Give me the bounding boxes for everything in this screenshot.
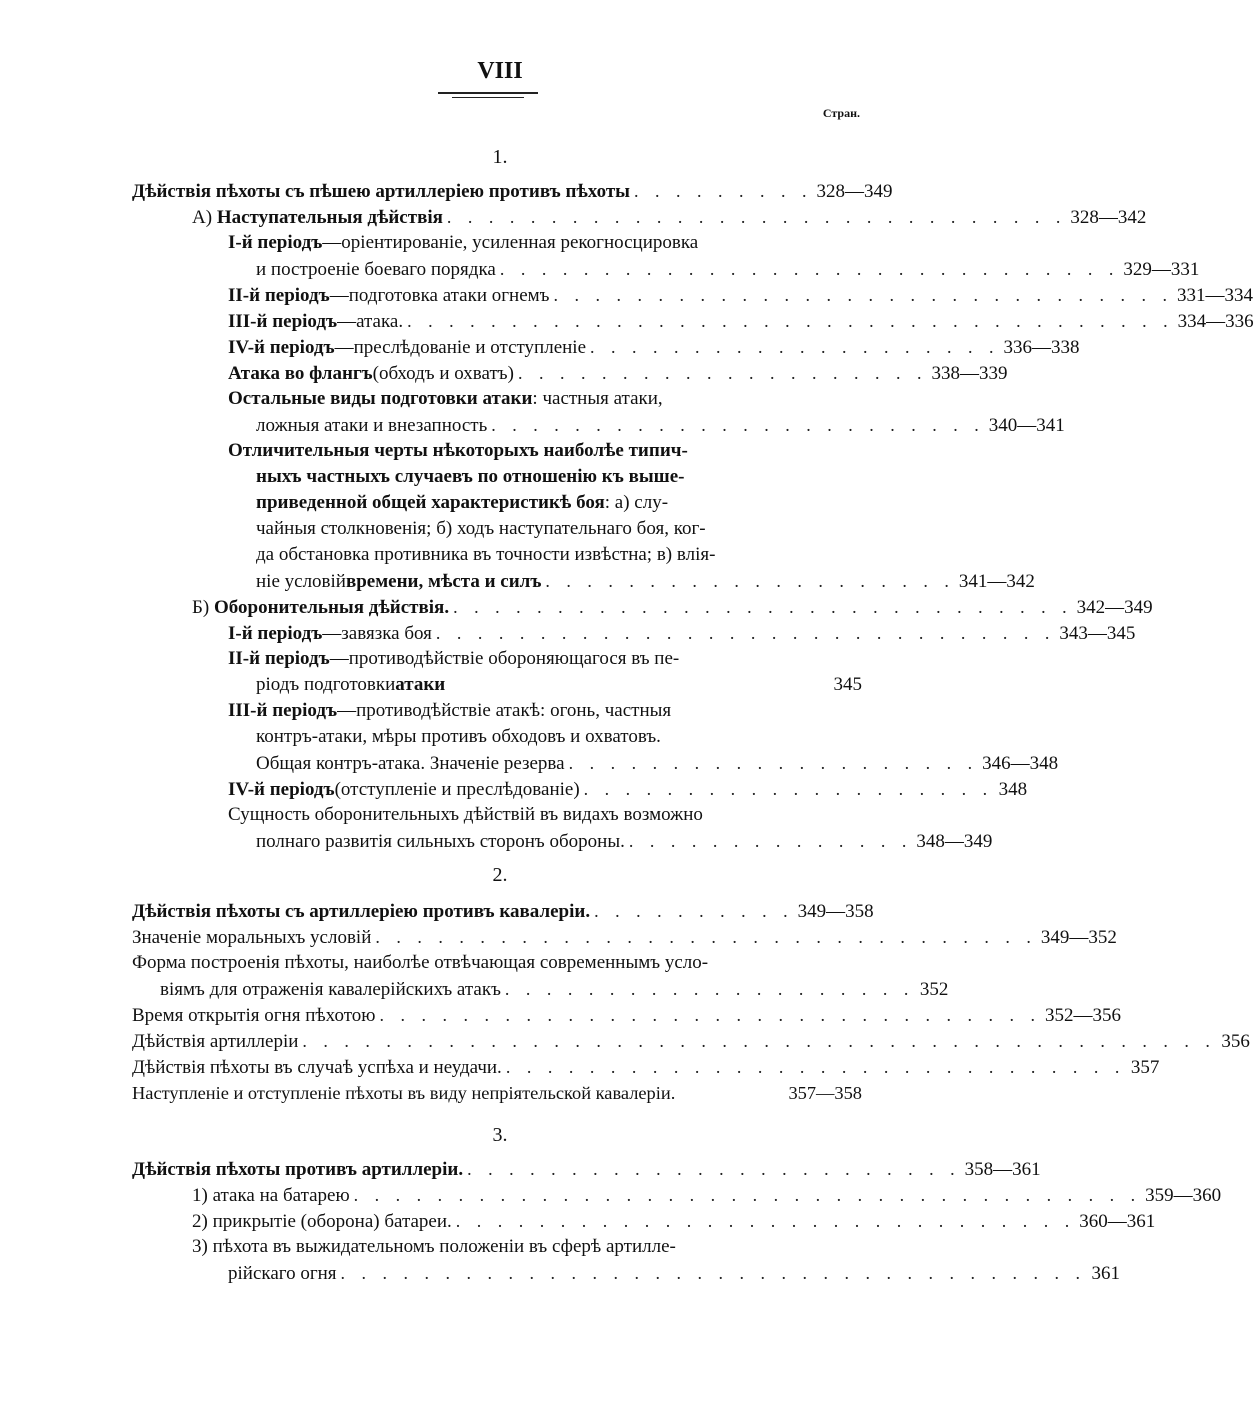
leader-dots: . . . . . . . . . . . . . . . . . . . . . . . . . . . . . . . . . . . . . <box>407 311 1174 331</box>
entry-title-bold: I-й періодъ <box>228 623 323 644</box>
leader-dots: . . . . . . . . . . . . . . . . . . . . . . . . <box>467 1159 961 1179</box>
leader-dots: . . . . . . . . . . . . . . . . . . . . . . . . . . . . . . <box>435 623 1056 643</box>
entry-title: Дѣйствія пѣхоты съ пѣшею артиллеріею противъ пѣхоты <box>132 181 630 202</box>
entry-title: ніе условій <box>256 571 346 592</box>
leader-dots: . . . . . . . . . . . . . . . . . . . . <box>517 363 928 383</box>
section-number: 2. <box>492 864 508 886</box>
entry-pages: 346—348 <box>982 753 1059 774</box>
leader-dots: . . . . . . . . . . . . . . . . . . . . . . . . . . . . . . . . <box>379 1005 1041 1025</box>
toc-entry <box>228 802 862 828</box>
toc-entry <box>132 898 874 924</box>
leader-dots: . . . . . . . . . . . . . . . . . . . . . . . . . . . . . . <box>455 1211 1076 1231</box>
toc-entry <box>256 724 862 750</box>
entry-title: : частныя атаки, <box>532 388 663 409</box>
leader-dots: . . . . . . . . . . . . . . . . . . . . <box>590 337 1000 357</box>
leader-dots: . . . . . . . . . . . . . . . . . . . . . . . . . . . . . . . . . . . . <box>340 1263 1087 1283</box>
entry-title-bold: I-й періодъ <box>228 232 323 253</box>
entry-title-bold: IV-й періодъ <box>228 779 335 800</box>
entry-pages: 348 <box>998 779 1028 800</box>
entry-marker: А) <box>192 207 213 228</box>
toc-entry <box>256 828 993 854</box>
entry-title: —завязка боя <box>322 623 432 644</box>
toc-entry <box>192 1182 1222 1208</box>
toc-entry <box>192 1234 862 1260</box>
entry-pages: 329—331 <box>1123 259 1200 280</box>
entry-title-bold: Атака во флангъ <box>228 363 373 384</box>
toc-entry <box>192 204 1147 230</box>
toc-entry <box>228 334 1080 360</box>
section-number: 3. <box>492 1124 508 1146</box>
toc-entry <box>228 230 862 256</box>
entry-pages: 342—349 <box>1076 597 1153 618</box>
page-number: VIII <box>477 58 523 84</box>
toc-entry <box>228 698 862 724</box>
entry-title: Значеніе моральныхъ условій <box>132 927 372 948</box>
entry-title: и построеніе боеваго порядка <box>256 259 496 280</box>
leader-dots: . . . . . . . . . . <box>594 901 794 921</box>
entry-pages: 334—336 <box>1177 311 1254 332</box>
toc-entry <box>132 1156 1041 1182</box>
entry-title: (отступленіе и преслѣдованіе) <box>334 779 580 800</box>
toc-entry <box>132 178 893 204</box>
toc-entry <box>256 750 1059 776</box>
entry-title: Дѣйствія пѣхоты въ случаѣ успѣха и неудачи. <box>132 1057 502 1078</box>
section-number: 1. <box>492 146 508 168</box>
entry-marker: 3) <box>192 1236 208 1257</box>
entry-title-bold: IV-й періодъ <box>228 337 335 358</box>
toc-entry <box>256 516 862 542</box>
entry-title: ложныя атаки и внезапность <box>256 415 488 436</box>
leader-dots: . . . . . . . . . . . . . . <box>628 831 913 851</box>
leader-dots: . . . . . . . . . <box>634 181 813 201</box>
entry-pages: 356 <box>1221 1031 1250 1052</box>
page-column-label: Стран. <box>822 106 860 120</box>
entry-title: —противодѣйствіе обороняющагося въ пе- <box>329 648 680 669</box>
header-rule <box>438 92 538 94</box>
entry-title: —подготовка атаки огнемъ <box>329 285 550 306</box>
leader-dots: . . . . . . . . . . . . . . . . . . . . <box>504 979 915 999</box>
entry-title-bold: приведенной общей характеристикѣ боя <box>256 492 605 513</box>
toc-entry <box>256 568 1035 594</box>
toc-entry <box>132 924 1117 950</box>
entry-pages: 349—352 <box>1040 927 1117 948</box>
entry-title-bold: ныхъ частныхъ случаевъ по отношенію къ выше- <box>256 466 685 487</box>
entry-pages: 328—342 <box>1070 207 1147 228</box>
entry-title: Общая контръ-атака. Значеніе резерва <box>256 753 565 774</box>
entry-pages: 340—341 <box>988 415 1065 436</box>
entry-title: контръ-атаки, мѣры противъ обходовъ и охватовъ. <box>256 726 661 747</box>
entry-pages: 359—360 <box>1145 1185 1222 1206</box>
entry-title: Дѣйствія пѣхоты противъ артиллеріи. <box>132 1159 464 1180</box>
toc-entry <box>256 412 1065 438</box>
entry-title: ріодъ подготовки <box>256 674 396 695</box>
entry-pages: 343—345 <box>1059 623 1136 644</box>
entry-title: —оріентированіе, усиленная рекогносцировка <box>322 232 699 253</box>
entry-pages: 360—361 <box>1079 1211 1156 1232</box>
entry-title-bold: II-й періодъ <box>228 285 330 306</box>
toc-entry <box>132 1080 862 1106</box>
toc-entry <box>228 308 1254 334</box>
entry-pages: 348—349 <box>916 831 993 852</box>
toc-entry <box>132 950 862 976</box>
toc-entry <box>228 620 1136 646</box>
entry-pages: 345 <box>833 674 862 695</box>
entry-title-bold: III-й періодъ <box>228 700 338 721</box>
entry-title: : а) слу- <box>604 492 669 513</box>
leader-dots: . . . . . . . . . . . . . . . . . . . . <box>545 571 955 591</box>
toc-entry <box>228 1260 1121 1286</box>
entry-title: —противодѣйствіе атакѣ: огонь, частныя <box>337 700 672 721</box>
entry-pages: 361 <box>1091 1263 1121 1284</box>
entry-title-bold: III-й періодъ <box>228 311 338 332</box>
entry-title: Дѣйствія артиллеріи <box>132 1031 299 1052</box>
entry-pages: 328—349 <box>816 181 893 202</box>
header-rule-thin <box>452 97 524 98</box>
entry-pages: 336—338 <box>1003 337 1080 358</box>
entry-marker: 1) <box>192 1185 208 1206</box>
entry-title: чайныя столкновенія; б) ходъ наступательнаго боя, ког- <box>256 518 706 539</box>
toc-entry <box>256 256 1200 282</box>
toc-entry <box>228 776 1028 802</box>
entry-title: —преслѣдованіе и отступленіе <box>334 337 587 358</box>
leader-dots: . . . . . . . . . . . . . . . . . . . . . . . . . . . . . . . . . . . . . . . . . . . . <box>302 1031 1216 1051</box>
toc-entry <box>228 646 862 672</box>
entry-title: Наступленіе и отступленіе пѣхоты въ виду непріятельской кавалеріи. <box>132 1083 676 1103</box>
entry-title: Дѣйствія пѣхоты съ артиллеріею противъ кавалеріи. <box>132 901 591 922</box>
entry-pages: 338—339 <box>931 363 1008 384</box>
entry-title: —атака. <box>337 311 404 332</box>
entry-title: полнаго развитія сильныхъ сторонъ обороны. <box>256 831 625 852</box>
entry-title: Сущность оборонительныхъ дѣйствій въ видахъ возможно <box>228 804 703 825</box>
entry-title: пѣхота въ выжидательномъ положеніи въ сферѣ артилле- <box>212 1236 676 1257</box>
toc-entry <box>228 282 1253 308</box>
entry-title-bold: II-й періодъ <box>228 648 330 669</box>
toc-entry <box>192 594 1153 620</box>
entry-title-bold: времени, мѣста и силъ <box>345 571 542 592</box>
entry-title: прикрытіе (оборона) батареи. <box>212 1211 452 1232</box>
entry-title: Наступательныя дѣйствія <box>216 207 443 228</box>
leader-dots: . . . . . . . . . . . . . . . . . . . . . . . . . . . . . . <box>505 1057 1126 1077</box>
toc-entry <box>256 542 862 568</box>
entry-title-bold: атаки <box>395 674 446 695</box>
entry-title: Время открытія огня пѣхотою <box>132 1005 376 1026</box>
entry-title-bold: Отличительныя черты нѣкоторыхъ наиболѣе типич- <box>228 440 688 461</box>
toc-entry <box>256 672 862 698</box>
toc-entry <box>132 1002 1121 1028</box>
entry-pages: 331—334 <box>1177 285 1253 306</box>
entry-marker: 2) <box>192 1211 208 1232</box>
leader-dots: . . . . . . . . . . . . . . . . . . . . . . . . . . . . . . <box>453 597 1073 617</box>
entry-pages: 357 <box>1130 1057 1160 1078</box>
entry-pages: 358—361 <box>964 1159 1041 1180</box>
leader-dots: . . . . . . . . . . . . . . . . . . . . . . . . . . . . . . . . . . . . . . <box>353 1185 1142 1205</box>
entry-pages: 349—358 <box>797 901 874 922</box>
leader-dots: . . . . . . . . . . . . . . . . . . . . <box>568 753 979 773</box>
entry-marker: Б) <box>192 597 210 618</box>
entry-title: рійскаго огня <box>228 1263 337 1284</box>
leader-dots: . . . . . . . . . . . . . . . . . . . . . . . . <box>491 415 985 435</box>
leader-dots: . . . . . . . . . . . . . . . . . . . . . . . . . . . . . . <box>446 207 1067 227</box>
toc-entry <box>228 386 862 412</box>
leader-dots: . . . . . . . . . . . . . . . . . . . . . . . . . . . . . . <box>553 285 1173 305</box>
toc-entry <box>192 1208 1156 1234</box>
toc-entry <box>228 360 1008 386</box>
leader-dots: . . . . . . . . . . . . . . . . . . . . . . . . . . . . . . . . <box>375 927 1037 947</box>
leader-dots: . . . . . . . . . . . . . . . . . . . . . . . . . . . . . . <box>499 259 1120 279</box>
toc-entry <box>160 976 949 1002</box>
entry-title: атака на батарею <box>212 1185 350 1206</box>
toc-entry <box>228 438 862 464</box>
entry-title: (обходъ и охватъ) <box>372 363 514 384</box>
entry-title: віямъ для отраженія кавалерійскихъ атакъ <box>160 979 501 1000</box>
entry-title: Оборонительныя дѣйствія. <box>214 597 450 618</box>
leader-dots: . . . . . . . . . . . . . . . . . . . . <box>583 779 994 799</box>
toc-entry <box>132 1054 1160 1080</box>
toc-entry <box>256 490 862 516</box>
entry-pages: 357—358 <box>788 1083 862 1103</box>
entry-pages: 352—356 <box>1044 1005 1121 1026</box>
entry-pages: 341—342 <box>958 571 1035 592</box>
entry-pages: 352 <box>919 979 949 1000</box>
entry-title: да обстановка противника въ точности извѣстна; в) влія- <box>256 544 716 565</box>
toc-entry <box>256 464 862 490</box>
entry-title: Форма построенія пѣхоты, наиболѣе отвѣчающая современнымъ усло- <box>132 952 709 973</box>
entry-title-bold: Остальные виды подготовки атаки <box>228 388 533 409</box>
toc-entry <box>132 1028 1250 1054</box>
